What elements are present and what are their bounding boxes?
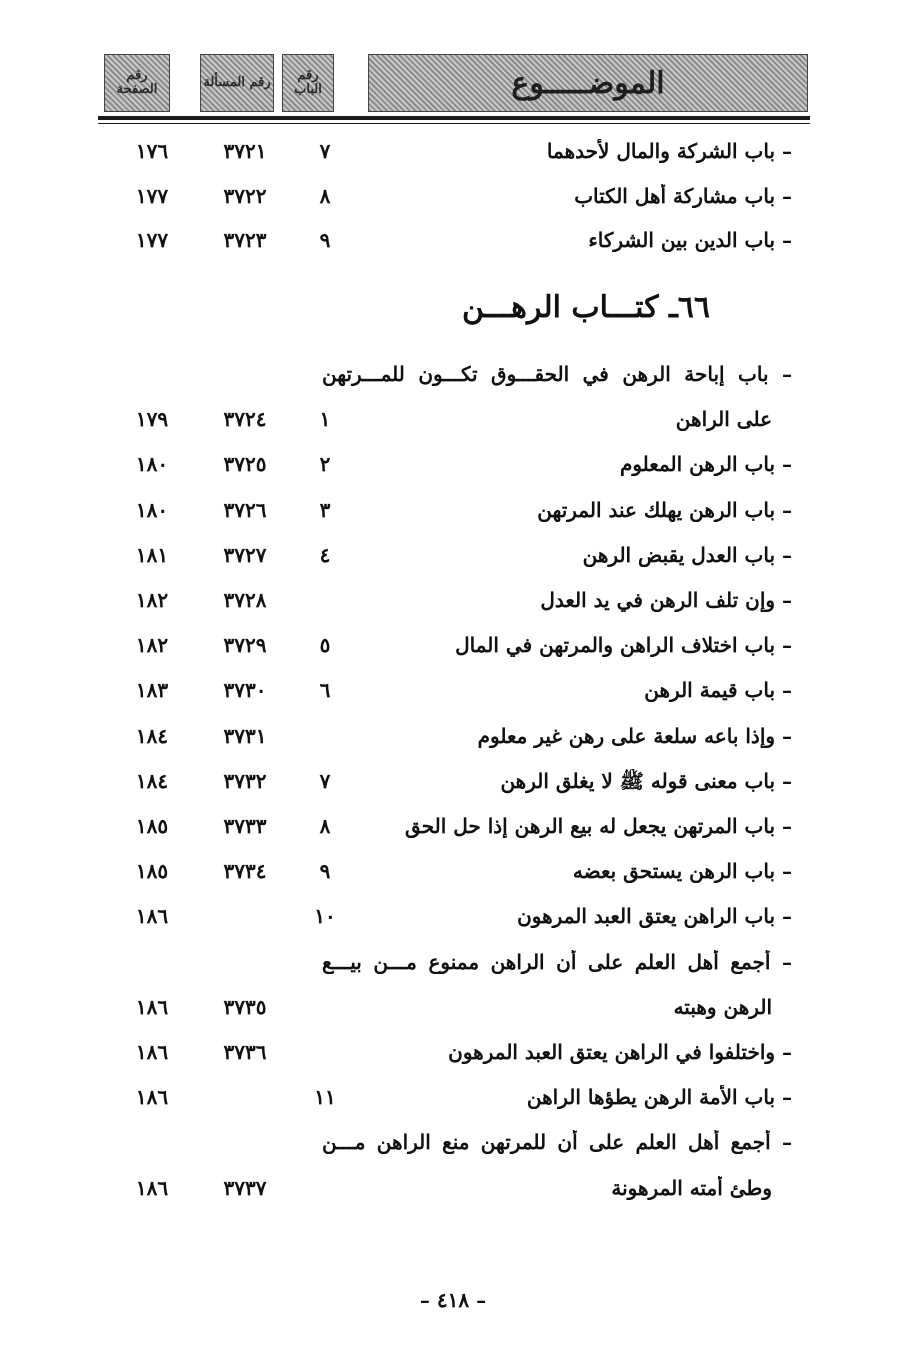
entry-title: – باب الرهن يستحق بعضه xyxy=(572,859,792,884)
entry-title: – واختلفوا في الراهن يعتق العبد المرهون xyxy=(448,1040,792,1064)
table-row xyxy=(0,633,906,671)
table-row xyxy=(0,678,906,716)
chapter-number: ٩ xyxy=(319,228,331,252)
issue-number: ٣٧٣٦ xyxy=(223,1040,267,1064)
page-number-cell: ١٧٧ xyxy=(135,228,169,252)
page-number-cell: ١٧٧ xyxy=(135,183,169,208)
page-number-cell: ١٨٤ xyxy=(135,723,169,748)
table-row xyxy=(0,1176,906,1214)
issue-number: ٣٧٣٤ xyxy=(223,859,267,884)
table-row xyxy=(0,407,906,445)
page-number-cell: ١٨٦ xyxy=(135,1040,169,1064)
page-number-cell: ١٨٦ xyxy=(135,904,169,929)
page-number-cell: ١٨٠ xyxy=(135,497,169,522)
chapter-number: ١ xyxy=(319,407,331,432)
entry-title: – باب الدين بين الشركاء xyxy=(588,228,792,252)
chapter-number: ٩ xyxy=(319,859,331,884)
page-number-cell: ١٨٦ xyxy=(135,994,169,1019)
issue-number: ٣٧٢١ xyxy=(223,139,267,163)
table-row xyxy=(0,543,906,581)
header-chapter-number: رقم الباب xyxy=(282,54,334,112)
entry-title: – باب الرهن يهلك عند المرتهن xyxy=(537,497,792,522)
header-subject: الموضـــــوع xyxy=(368,54,808,112)
chapter-number: ١١ xyxy=(314,1085,336,1110)
table-row xyxy=(0,1040,906,1078)
entry-title: – باب العدل يقبض الرهن xyxy=(582,542,792,567)
table-header xyxy=(104,54,808,112)
table-row xyxy=(0,1130,906,1168)
issue-number: ٣٧٣٧ xyxy=(223,1175,267,1200)
page-number-cell: ١٨٣ xyxy=(135,678,169,703)
entry-title: – وإذا باعه سلعة على رهن غير معلوم xyxy=(477,723,792,748)
table-row xyxy=(0,498,906,536)
header-page-number: رقم الصفحة xyxy=(104,54,170,112)
table-row xyxy=(0,139,906,177)
page-number: – ٤١٨ – xyxy=(419,1288,487,1312)
section-title: ٦٦ـ كتـــاب الرهـــن xyxy=(461,290,710,325)
table-row xyxy=(0,452,906,490)
issue-number: ٣٧٣٢ xyxy=(223,768,267,793)
chapter-number: ٥ xyxy=(319,633,331,658)
table-row xyxy=(0,724,906,762)
entry-title: – باب إباحة الرهن في الحقـــوق تكـــون للمـــرتهن xyxy=(322,362,792,386)
issue-number: ٣٧٢٨ xyxy=(223,588,267,612)
chapter-number: ٧ xyxy=(319,139,331,163)
entry-title: وطئ أمته المرهونة xyxy=(611,1175,772,1200)
chapter-number: ٧ xyxy=(319,768,331,793)
chapter-number: ٨ xyxy=(319,814,331,838)
page-number-cell: ١٧٩ xyxy=(135,407,169,432)
header-issue-number: رقم المسألة xyxy=(200,54,274,112)
table-row xyxy=(0,859,906,897)
entry-title: – أجمع أهل العلم على أن للمرتهن منع الراهن مـــن xyxy=(322,1130,792,1155)
table-row xyxy=(0,228,906,266)
header-rule-thin xyxy=(98,123,810,124)
issue-number: ٣٧٢٢ xyxy=(223,183,267,208)
table-row xyxy=(0,362,906,400)
issue-number: ٣٧٢٤ xyxy=(223,407,267,432)
entry-title: – باب مشاركة أهل الكتاب xyxy=(574,183,792,208)
table-row xyxy=(0,995,906,1033)
chapter-number: ٤ xyxy=(319,542,331,567)
table-row xyxy=(0,1085,906,1123)
page-number-cell: ١٨٥ xyxy=(135,814,169,838)
page-number-cell: ١٨١ xyxy=(135,542,169,567)
chapter-number: ٣ xyxy=(319,497,331,522)
entry-title: الرهن وهبته xyxy=(673,994,772,1019)
issue-number: ٣٧٣٠ xyxy=(223,678,267,703)
page-number-cell: ١٨٦ xyxy=(135,1175,169,1200)
issue-number: ٣٧٢٦ xyxy=(223,497,267,522)
entry-title: – أجمع أهل العلم على أن الراهن ممنوع مـــن بيـــع xyxy=(322,949,792,974)
entry-title: – باب المرتهن يجعل له بيع الرهن إذا حل الحق xyxy=(405,814,792,838)
entry-title: – باب اختلاف الراهن والمرتهن في المال xyxy=(455,633,792,658)
page-number-cell: ١٨٥ xyxy=(135,859,169,884)
table-row xyxy=(0,184,906,222)
issue-number: ٣٧٢٥ xyxy=(223,452,267,477)
page-number-cell: ١٨٦ xyxy=(135,1085,169,1110)
chapter-number: ٨ xyxy=(319,183,331,208)
issue-number: ٣٧٢٧ xyxy=(223,542,267,567)
issue-number: ٣٧٢٩ xyxy=(223,633,267,658)
entry-title: – باب معنى قوله ﷺ لا يغلق الرهن xyxy=(500,768,792,793)
entry-title: – باب الراهن يعتق العبد المرهون xyxy=(517,904,792,929)
entry-title: – باب قيمة الرهن xyxy=(644,678,792,703)
entry-title: على الراهن xyxy=(675,407,772,432)
page-number-cell: ١٨٤ xyxy=(135,768,169,793)
table-row xyxy=(0,769,906,807)
entry-title: – باب الرهن المعلوم xyxy=(619,452,792,477)
page-number-cell: ١٨٠ xyxy=(135,452,169,477)
entry-title: – وإن تلف الرهن في يد العدل xyxy=(540,588,792,612)
table-row xyxy=(0,814,906,852)
table-row xyxy=(0,904,906,942)
page-number-cell: ١٧٦ xyxy=(135,139,169,163)
page-number-cell: ١٨٢ xyxy=(135,633,169,658)
header-rule-thick xyxy=(98,116,810,120)
chapter-number: ١٠ xyxy=(314,904,336,929)
entry-title: – باب الشركة والمال لأحدهما xyxy=(546,139,792,163)
table-row xyxy=(0,588,906,626)
issue-number: ٣٧٣٣ xyxy=(223,814,267,838)
issue-number: ٣٧٣١ xyxy=(223,723,267,748)
page-number-cell: ١٨٢ xyxy=(135,588,169,612)
chapter-number: ٦ xyxy=(319,678,331,703)
issue-number: ٣٧٣٥ xyxy=(223,994,267,1019)
chapter-number: ٢ xyxy=(319,452,331,477)
table-row xyxy=(0,950,906,988)
entry-title: – باب الأمة الرهن يطؤها الراهن xyxy=(526,1085,792,1110)
issue-number: ٣٧٢٣ xyxy=(223,228,267,252)
